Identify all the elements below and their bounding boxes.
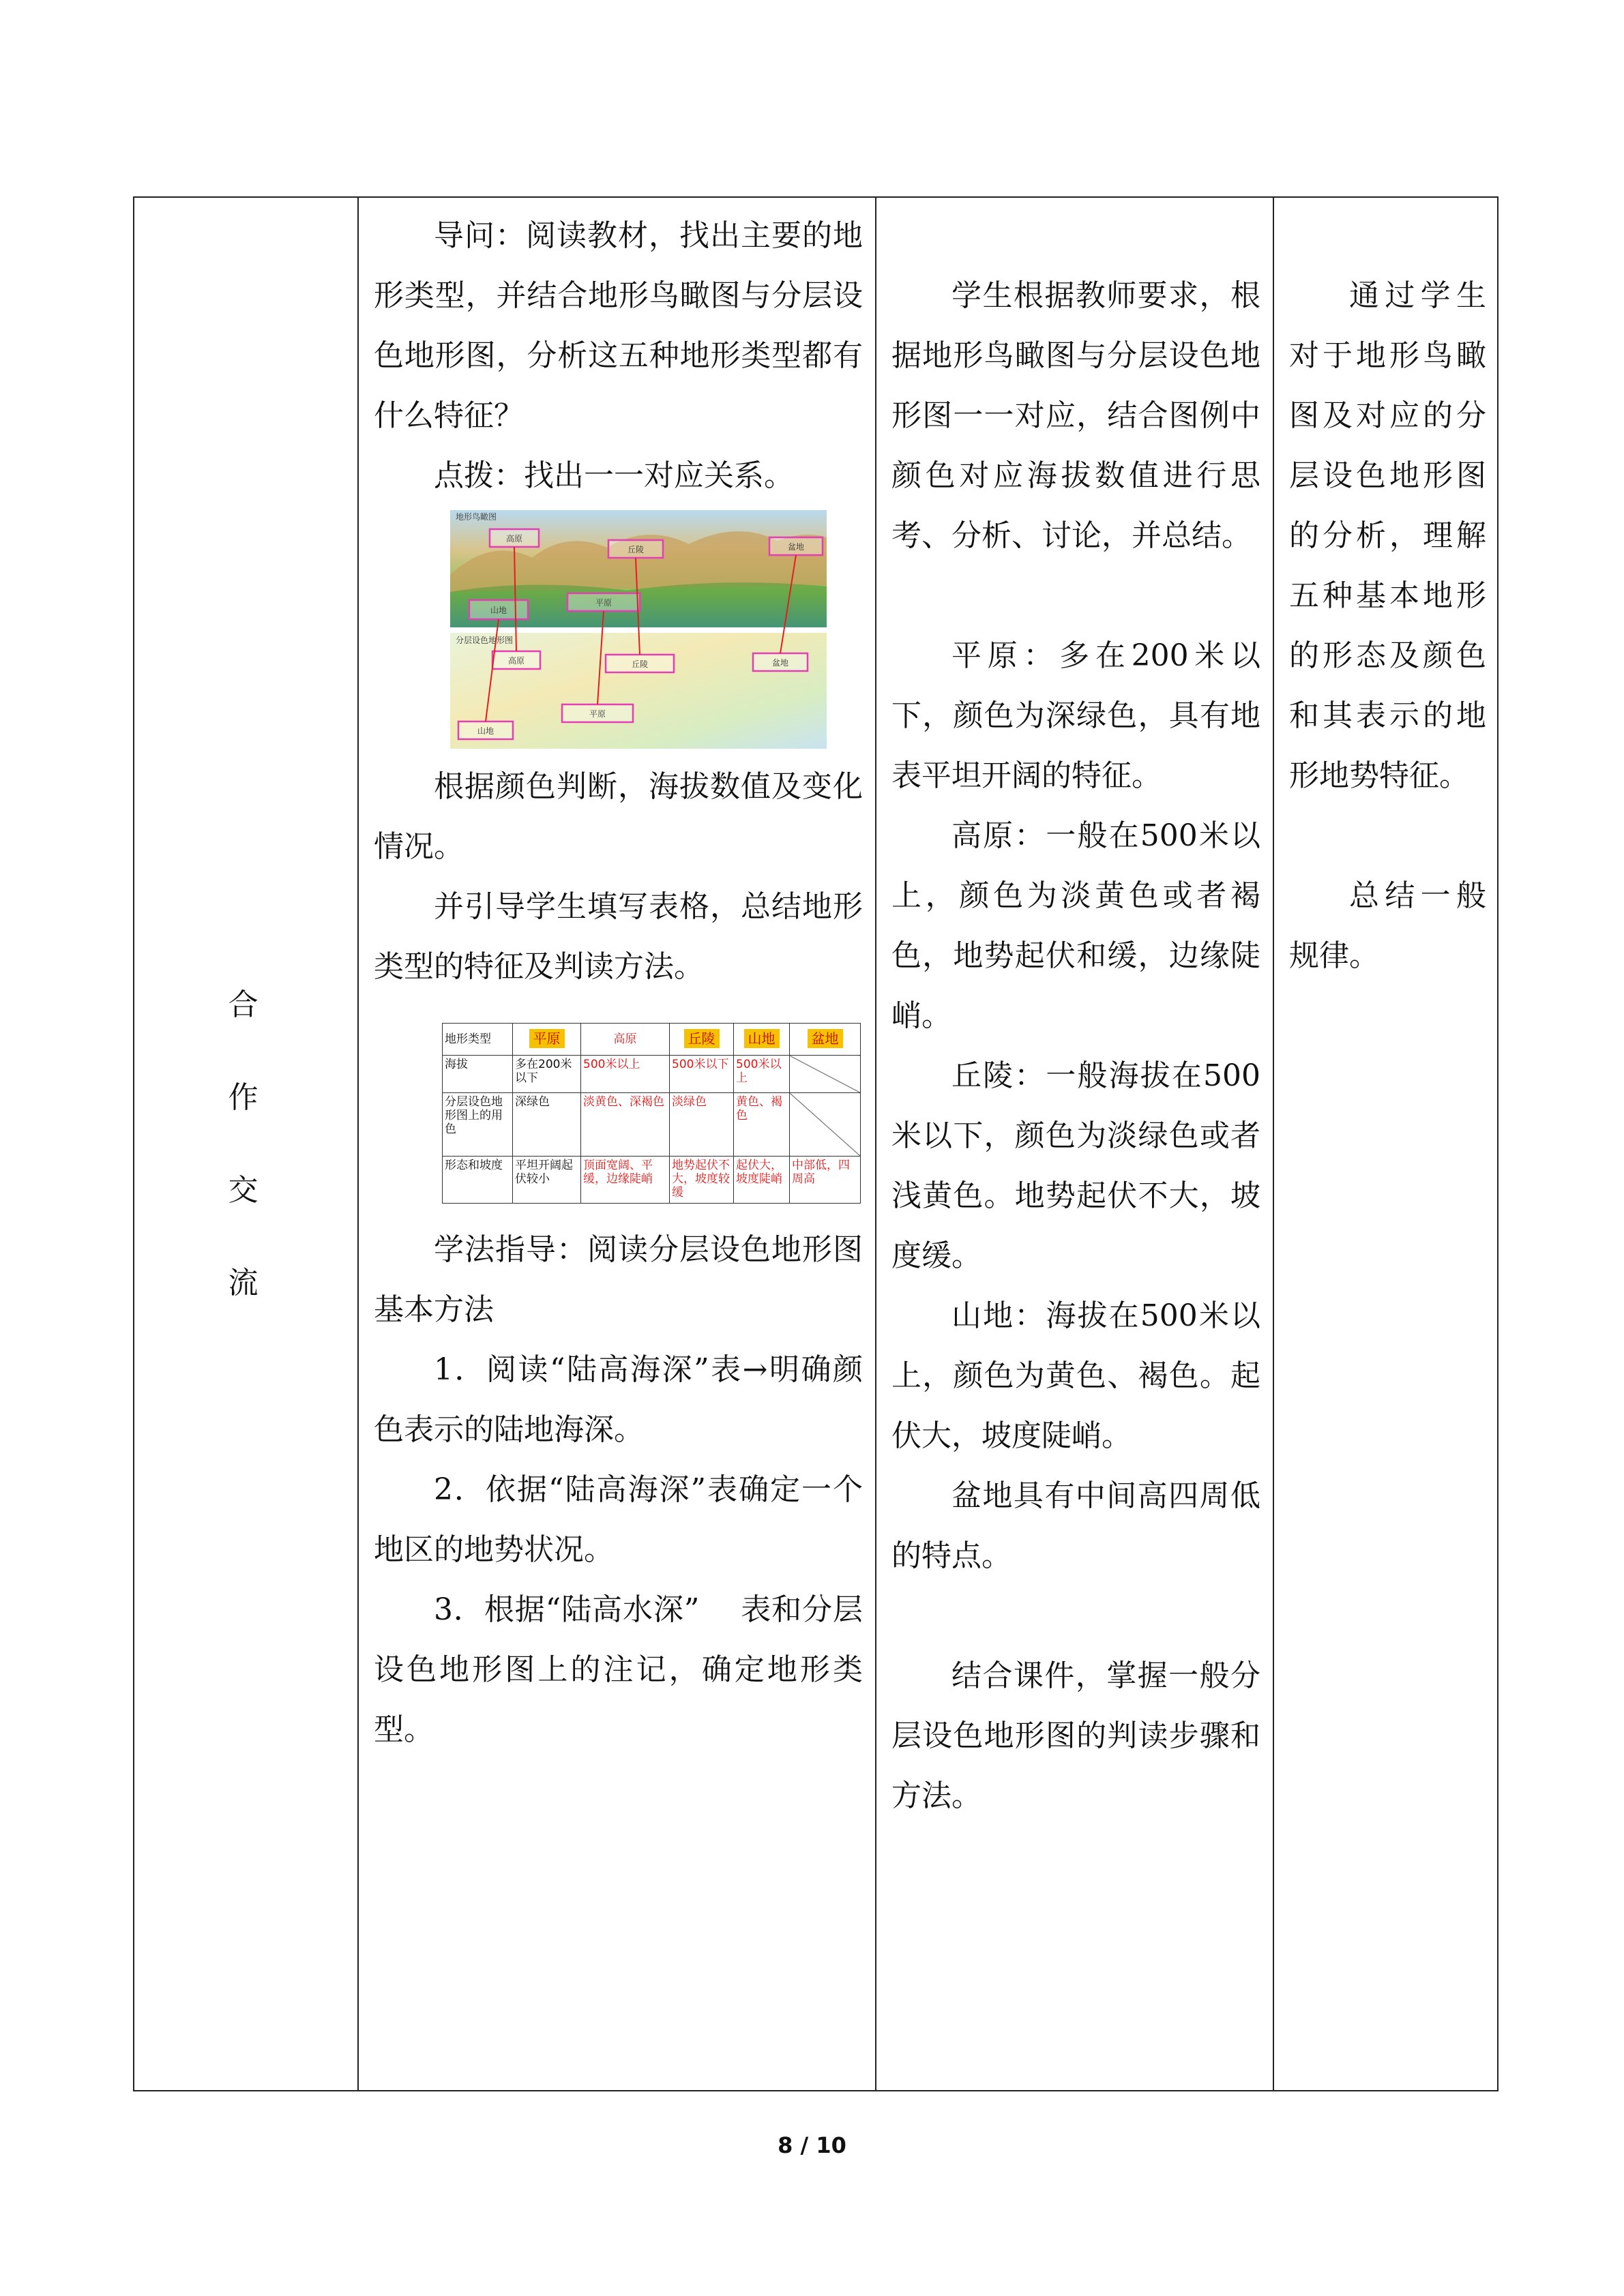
table-cell: 500米以上 <box>734 1056 790 1093</box>
teacher-guide-fill-table: 并引导学生填写表格，总结地形类型的特征及判读方法。 <box>374 889 863 984</box>
student-plain: 平原：多在200米以下，颜色为深绿色，具有地表平坦开阔的特征。 <box>891 638 1260 793</box>
teacher-color-judgement: 根据颜色判断，海拔数值及变化情况。 <box>374 769 863 864</box>
terrain-maps-figure <box>450 510 827 749</box>
table-cell: 500米以下 <box>670 1056 734 1093</box>
student-activity-cell <box>876 197 1273 2091</box>
table-cell: 地势起伏不大，坡度较缓 <box>670 1157 734 1204</box>
bottom-map-label: 丘陵 <box>631 659 649 669</box>
student-summary: 结合课件，掌握一般分层设色地形图的判读步骤和方法。 <box>891 1658 1260 1813</box>
table-header: 平原 <box>529 1029 565 1048</box>
table-cell: 多在200米以下 <box>513 1056 581 1093</box>
student-mountains: 山地：海拔在500米以上，颜色为黄色、褐色。起伏大，坡度陡峭。 <box>891 1298 1260 1453</box>
table-cell-empty <box>790 1093 861 1157</box>
top-map-label: 丘陵 <box>627 545 645 554</box>
table-cell: 淡绿色 <box>670 1093 734 1157</box>
design-intent-cell <box>1273 197 1498 2091</box>
section-char: 流 <box>228 1265 259 1300</box>
intent-text: 通过学生对于地形鸟瞰图及对应的分层设色地形图的分析，理解五种基本地形的形态及颜色和其表示的地形地势特征。 <box>1289 278 1486 793</box>
table-cell: 中部低，四周高 <box>790 1157 861 1204</box>
birdseye-map-title: 地形鸟瞰图 <box>456 512 497 522</box>
table-row-label: 海拔 <box>443 1056 513 1093</box>
section-char: 合 <box>228 987 259 1022</box>
table-cell-empty <box>790 1056 861 1093</box>
page-number: 8 / 10 <box>778 2132 846 2158</box>
study-step-2: 2．依据“陆高海深”表确定一个地区的地势状况。 <box>374 1472 863 1567</box>
teacher-guiding-question: 导问：阅读教材，找出主要的地形类型，并结合地形鸟瞰图与分层设色地形图，分析这五种地形类型都有什么特征？ <box>374 218 863 433</box>
student-task: 学生根据教师要求，根据地形鸟瞰图与分层设色地形图一一对应，结合图例中颜色对应海拔数值进行思考、分析、讨论，并总结。 <box>891 278 1260 553</box>
bottom-map-label: 山地 <box>477 726 494 736</box>
terrain-summary-table-figure <box>442 1023 860 1204</box>
lesson-plan-table <box>133 196 1498 2091</box>
study-method-guide: 学法指导：阅读分层设色地形图基本方法 <box>374 1232 863 1327</box>
section-label-cell <box>134 197 358 2091</box>
student-plateau: 高原：一般在500米以上，颜色为淡黄色或者褐色，地势起伏和缓，边缘陡峭。 <box>891 818 1260 1033</box>
intent-summary: 总结一般规律。 <box>1289 878 1486 973</box>
teacher-hint: 点拨：找出一一对应关系。 <box>434 458 794 493</box>
top-map-label: 盆地 <box>787 542 805 552</box>
student-basin: 盆地具有中间高四周低的特点。 <box>891 1478 1260 1573</box>
table-cell: 深绿色 <box>513 1093 581 1157</box>
section-char: 作 <box>228 1079 259 1115</box>
bottom-map-label: 平原 <box>589 709 606 719</box>
study-step-3: 3．根据“陆高水深” 表和分层设色地形图上的注记，确定地形类型。 <box>374 1592 863 1747</box>
table-cell: 起伏大，坡度陡峭 <box>734 1157 790 1204</box>
layered-map-title: 分层设色地形图 <box>456 636 514 645</box>
student-hills: 丘陵：一般海拔在500米以下，颜色为淡绿色或者浅黄色。地势起伏不大，坡度缓。 <box>891 1058 1260 1273</box>
table-header: 高原 <box>581 1024 670 1056</box>
top-map-label: 山地 <box>490 606 507 615</box>
study-step-1: 1．阅读“陆高海深”表→明确颜色表示的陆地海深。 <box>374 1352 863 1447</box>
table-cell: 黄色、褐色 <box>734 1093 790 1157</box>
table-cell: 平坦开阔起伏较小 <box>513 1157 581 1204</box>
section-char: 交 <box>228 1172 259 1208</box>
terrain-maps-svg <box>450 510 827 749</box>
table-header: 盆地 <box>808 1029 843 1048</box>
table-row-label: 形态和坡度 <box>443 1157 513 1204</box>
table-cell: 500米以上 <box>581 1056 670 1093</box>
top-map-label: 平原 <box>595 598 612 608</box>
table-header: 地形类型 <box>443 1024 513 1056</box>
table-cell: 顶面宽阔、平缓，边缘陡峭 <box>581 1157 670 1204</box>
bottom-map-label: 高原 <box>507 656 525 666</box>
top-map-label: 高原 <box>505 534 523 543</box>
table-header: 山地 <box>744 1029 780 1048</box>
teacher-activity-cell <box>358 197 876 2091</box>
table-header: 丘陵 <box>684 1029 720 1048</box>
table-cell: 淡黄色、深褐色 <box>581 1093 670 1157</box>
bottom-map-label: 盆地 <box>771 658 789 668</box>
terrain-summary-table <box>442 1023 861 1204</box>
table-row-label: 分层设色地形图上的用色 <box>443 1093 513 1157</box>
